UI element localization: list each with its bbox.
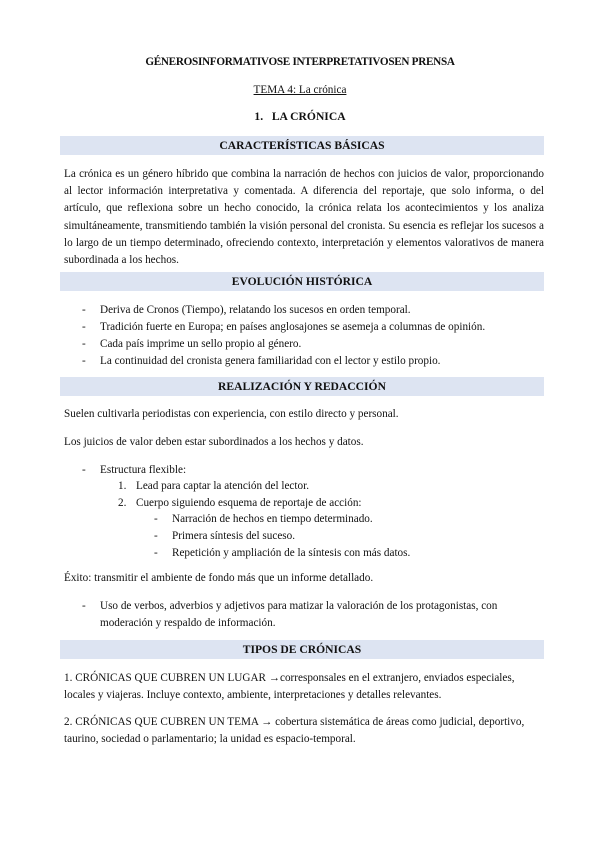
list-item (154, 511, 540, 528)
list-item-text: Uso de verbos, adverbios y adjetivos para matizar la valoración de los protagonistas, con moderación y respaldo de información. (100, 600, 498, 629)
dash-bullet: - (82, 321, 86, 333)
list-item-text: Estructura flexible: (100, 464, 187, 476)
heading-realizacion: REALIZACIÓN Y REDACCIÓN (60, 377, 544, 396)
list-item-text: Lead para captar la atención del lector. (136, 480, 309, 492)
sub-bullets-list (154, 511, 540, 562)
realizacion-p1: Suelen cultivarla periodistas con experiencia, con estilo directo y personal. (64, 408, 399, 420)
topic-subtitle (0, 82, 600, 99)
dash-bullet: - (82, 304, 86, 316)
list-item (82, 353, 540, 370)
dash-bullet: - (154, 547, 158, 559)
dash-bullet: - (154, 513, 158, 525)
list-item (118, 478, 540, 495)
list-item-text: Repetición y ampliación de la síntesis con más datos. (172, 547, 411, 559)
steps-list (118, 478, 540, 512)
section-number: 1. (254, 110, 264, 123)
list-item (154, 528, 540, 545)
heading-tipos: TIPOS DE CRÓNICAS (60, 640, 544, 659)
dash-bullet: - (82, 464, 86, 476)
list-item (82, 319, 540, 336)
step-number: 2. (118, 497, 127, 509)
exito-paragraph: Éxito: transmitir el ambiente de fondo más que un informe detallado. (64, 572, 374, 584)
list-item (118, 495, 540, 512)
list-item-text: Cada país imprime un sello propio al género. (100, 338, 302, 350)
list-item-text: Cuerpo siguiendo esquema de reportaje de acción: (136, 497, 362, 509)
list-item (82, 336, 540, 353)
list-item (82, 302, 540, 319)
list-item-text: Deriva de Cronos (Tiempo), relatando los sucesos en orden temporal. (100, 304, 411, 316)
estructura-list (82, 462, 540, 479)
list-item (82, 598, 540, 632)
caracteristicas-paragraph: La crónica es un género híbrido que combina la narración de hechos con juicios de valor, proporcionando al lector información interpretativa y comentada. A diferencia del reportaje, que solo informa, o del artículo, que reflexiona sobre un hecho conocido, la crónica relata los acontecimientos y los analiza simultáneamente, transmitiendo también la visión personal del cronista. Su esencia es reflejar los sucesos a lo largo de un tiempo determinado, ofreciendo contexto, interpretación y elementos valorativos de manera subordinada a los hechos. (64, 168, 544, 267)
topic-subtitle-text: TEMA 4: La crónica (253, 84, 347, 96)
section-title-text: LA CRÓNICA (271, 110, 346, 123)
list-item-text: La continuidad del cronista genera familiaridad con el lector y estilo propio. (100, 355, 441, 367)
section-title (0, 108, 600, 125)
step-number: 1. (118, 480, 127, 492)
evolucion-list (82, 302, 540, 370)
dash-bullet: - (154, 530, 158, 542)
realizacion-p2: Los juicios de valor deben estar subordinados a los hechos y datos. (64, 436, 364, 448)
list-item (82, 462, 540, 479)
tipos-p1: 1. CRÓNICAS QUE CUBREN UN LUGAR →corresponsales en el extranjero, enviados especiales, locales y viajeras. Incluye contexto, ambiente, interpretaciones y detalles relevantes. (64, 672, 515, 701)
heading-caracteristicas: CARACTERÍSTICAS BÁSICAS (60, 136, 544, 155)
list-item-text: Primera síntesis del suceso. (172, 530, 296, 542)
dash-bullet: - (82, 355, 86, 367)
list-item-text: Tradición fuerte en Europa; en países anglosajones se asemeja a columnas de opinión. (100, 321, 486, 333)
dash-bullet: - (82, 338, 86, 350)
tipos-p2: 2. CRÓNICAS QUE CUBREN UN TEMA → cobertura sistemática de áreas como judicial, deportivo, taurino, sociedad o parlamentario; la unidad es espacio-temporal. (64, 716, 525, 745)
heading-evolucion: EVOLUCIÓN HISTÓRICA (60, 272, 544, 291)
list-item (154, 545, 540, 562)
document-title: GÉNEROSINFORMATIVOSE INTERPRETATIVOSEN PRENSA (145, 56, 455, 68)
uso-list (82, 598, 540, 632)
list-item-text: Narración de hechos en tiempo determinado. (172, 513, 373, 525)
dash-bullet: - (82, 600, 86, 612)
